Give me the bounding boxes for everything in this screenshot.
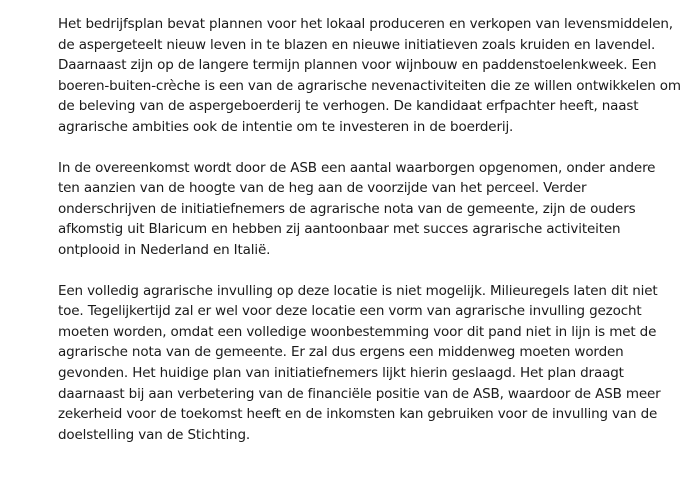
article-body: [58, 14, 681, 465]
paragraph-agricultural-use: [58, 281, 674, 446]
text-line: agrarische nota van de gemeente. Er zal dus ergens een middenweg moeten worden: [58, 344, 624, 361]
text-line: Een volledig agrarische invulling op deze locatie is niet mogelijk. Milieuregels laten dit niet: [58, 282, 658, 299]
text-line: moeten worden, omdat een volledige woonbestemming voor dit pand niet in lijn is met de: [58, 323, 657, 340]
text-line: Daarnaast zijn op de langere termijn plannen voor wijnbouw en paddenstoelenkweek. Een: [58, 57, 657, 74]
text-line: daarnaast bij aan verbetering van de financiële positie van de ASB, waardoor de ASB meer: [58, 385, 661, 402]
text-line: gevonden. Het huidige plan van initiatiefnemers lijkt hierin geslaagd. Het plan draagt: [58, 364, 624, 381]
text-line: agrarische ambities ook de intentie om te investeren in de boerderij.: [58, 118, 514, 135]
text-line: de aspergeteelt nieuw leven in te blazen en nieuwe initiatieven zoals kruiden en lavendel.: [58, 36, 656, 53]
paragraph-agreement: [58, 158, 674, 261]
text-line: afkomstig uit Blaricum en hebben zij aantoonbaar met succes agrarische activiteiten: [58, 221, 621, 238]
text-line: Het bedrijfsplan bevat plannen voor het lokaal produceren en verkopen van levensmiddelen,: [58, 16, 673, 32]
text-line: toe. Tegelijkertijd zal er wel voor deze locatie een vorm van agrarische invulling gezocht: [58, 303, 642, 320]
text-line: ontplooid in Nederland en Italië.: [58, 241, 271, 258]
text-line: onderschrijven de initiatiefnemers de agrarische nota van de gemeente, zijn de ouders: [58, 200, 636, 217]
text-line: ten aanzien van de hoogte van de heg aan de voorzijde van het perceel. Verder: [58, 180, 587, 197]
text-line: boeren-buiten-crèche is een van de agrarische nevenactiviteiten die ze willen ontwikkelen om: [58, 77, 681, 94]
text-line: In de overeenkomst wordt door de ASB een aantal waarborgen opgenomen, onder andere: [58, 159, 656, 176]
paragraph-business-plan: [58, 14, 681, 138]
text-line: zekerheid voor de toekomst heeft en de inkomsten kan gebruiken voor de invulling van de: [58, 406, 658, 423]
text-line: doelstelling van de Stichting.: [58, 426, 251, 443]
text-line: de beleving van de aspergeboerderij te verhogen. De kandidaat erfpachter heeft, naast: [58, 98, 639, 115]
